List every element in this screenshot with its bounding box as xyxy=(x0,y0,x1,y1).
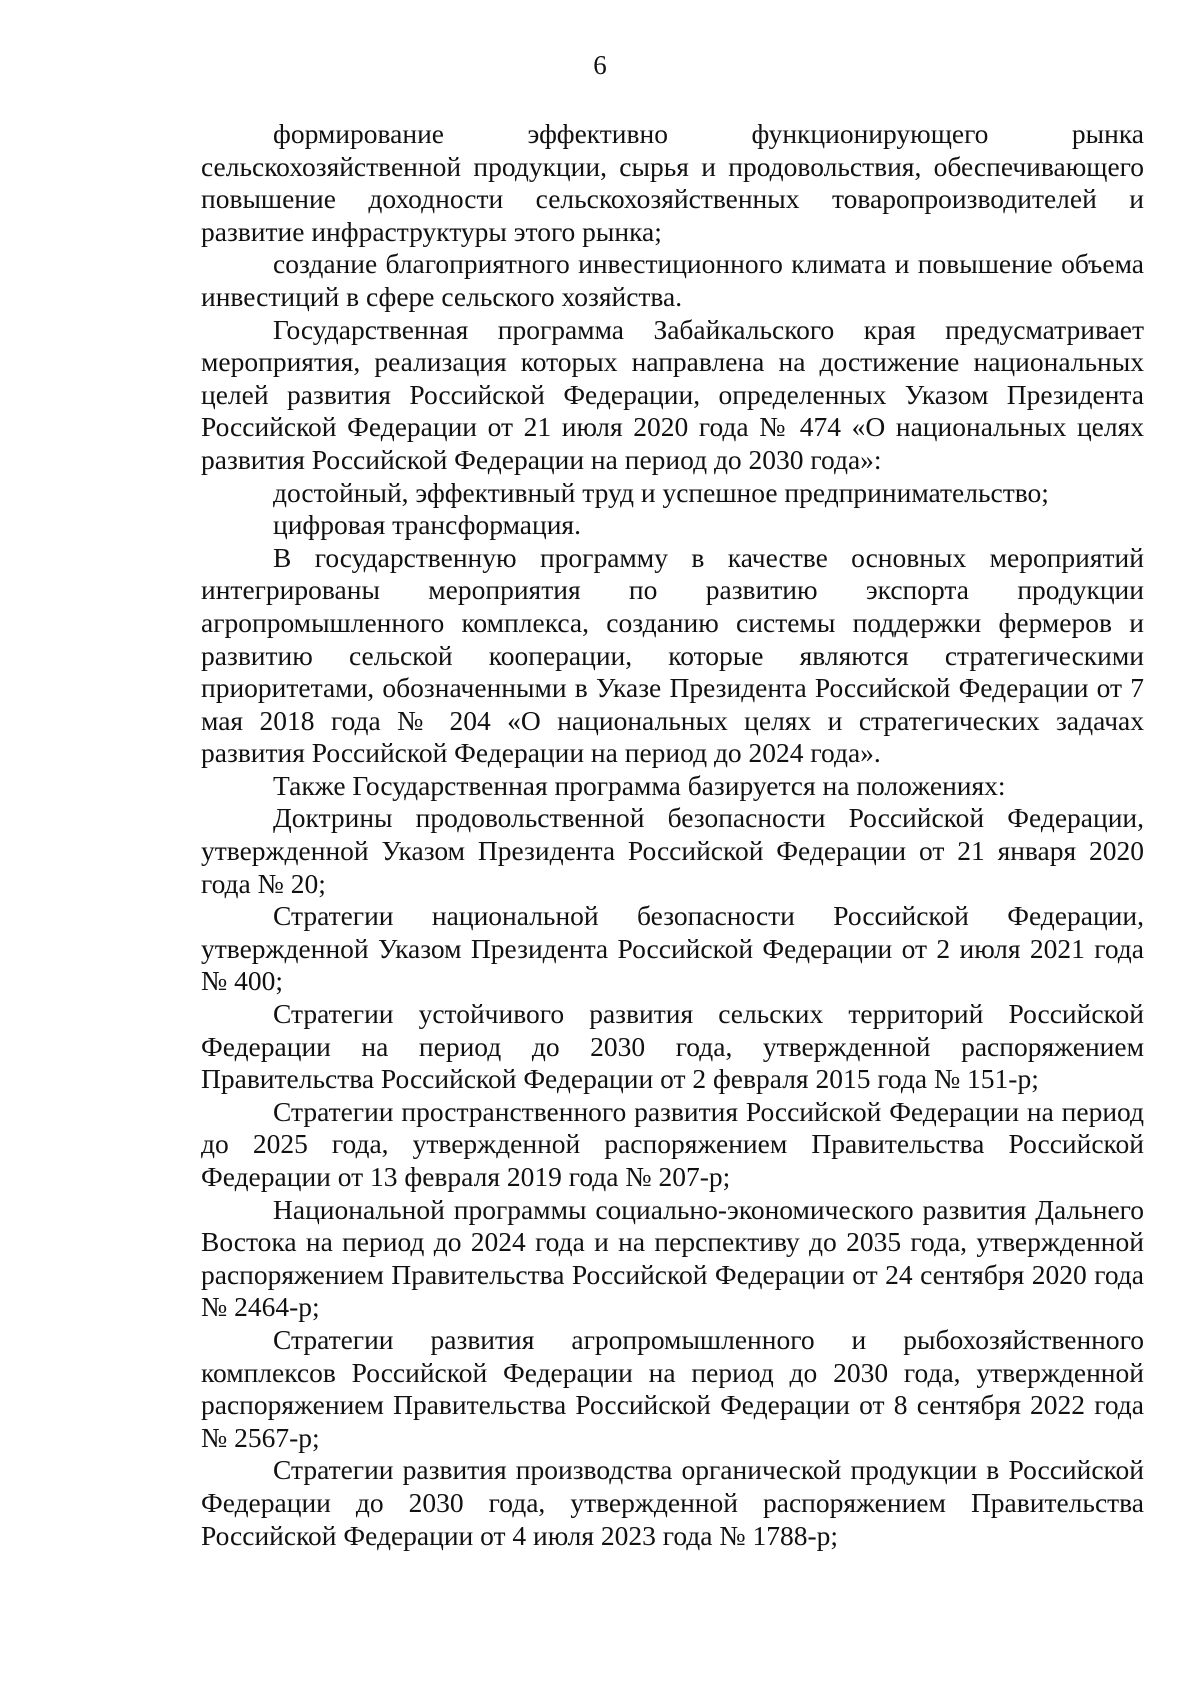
paragraph-market-formation: формирование эффективно функционирующего рынка сельскохозяйственной продукции, сырья и продовольствия, обеспечивающего повышение доходности сельскохозяйственных товаропроизводителей и развитие инфраструктуры этого рынка; xyxy=(201,118,1144,247)
paragraph-food-security-doctrine: Доктрины продовольственной безопасности Российской Федерации, утвержденной Указом Президента Российской Федерации от 21 января 2020 года № 20; xyxy=(201,802,1144,899)
paragraph-organic-production-strategy: Стратегии развития производства органической продукции в Российской Федерации до 2030 года, утвержденной распоряжением Правительства Российской Федерации от 4 июля 2023 года № 1788-р; xyxy=(201,1454,1144,1551)
paragraph-national-goals: Государственная программа Забайкальского края предусматривает мероприятия, реализация которых направлена на достижение национальных целей развития Российской Федерации, определенных Указом Президента Российской Федерации от 21 июля 2020 года № 474 «О национальных целях развития Российской Федерации на период до 2030 года»: xyxy=(201,313,1144,475)
paragraph-rural-development-strategy: Стратегии устойчивого развития сельских территорий Российской Федерации на период до 2030 года, утвержденной распоряжением Правительства Российской Федерации от 2 февраля 2015 года № 151-р; xyxy=(201,998,1144,1095)
paragraph-integrated-measures: В государственную программу в качестве основных мероприятий интегрированы мероприятия по развитию экспорта продукции агропромышленного комплекса, созданию системы поддержки фермеров и развитию сельской кооперации, которые являются стратегическими приоритетами, обозначенными в Указе Президента Российской Федерации от 7 мая 2018 года № 204 «О национальных целях и стратегических задачах развития Российской Федерации на период до 2024 года». xyxy=(201,541,1144,769)
document-body xyxy=(201,118,1144,1552)
paragraph-program-basis: Также Государственная программа базируется на положениях: xyxy=(273,769,1006,801)
paragraph-far-east-program: Национальной программы социально-экономического развития Дальнего Востока на период до 2024 года и на перспективу до 2035 года, утвержденной распоряжением Правительства Российской Федерации от 24 сентября 2020 года № 2464-р; xyxy=(201,1193,1144,1323)
page-number: 6 xyxy=(593,50,607,80)
paragraph-decent-work: достойный, эффективный труд и успешное предпринимательство; xyxy=(273,476,1049,508)
paragraph-investment-climate: создание благоприятного инвестиционного климата и повышение объема инвестиций в сфере сельского хозяйства. xyxy=(201,248,1144,312)
paragraph-agro-fishery-strategy: Стратегии развития агропромышленного и рыбохозяйственного комплексов Российской Федерации на период до 2030 года, утвержденной распоряжением Правительства Российской Федерации от 8 сентября 2022 года № 2567-р; xyxy=(201,1323,1144,1453)
paragraph-spatial-development-strategy: Стратегии пространственного развития Российской Федерации на период до 2025 года, утвержденной распоряжением Правительства Российской Федерации от 13 февраля 2019 года № 207-р; xyxy=(201,1095,1144,1192)
paragraph-national-security-strategy: Стратегии национальной безопасности Российской Федерации, утвержденной Указом Президента Российской Федерации от 2 июля 2021 года № 400; xyxy=(201,900,1144,997)
paragraph-digital-transformation: цифровая трансформация. xyxy=(273,509,581,541)
